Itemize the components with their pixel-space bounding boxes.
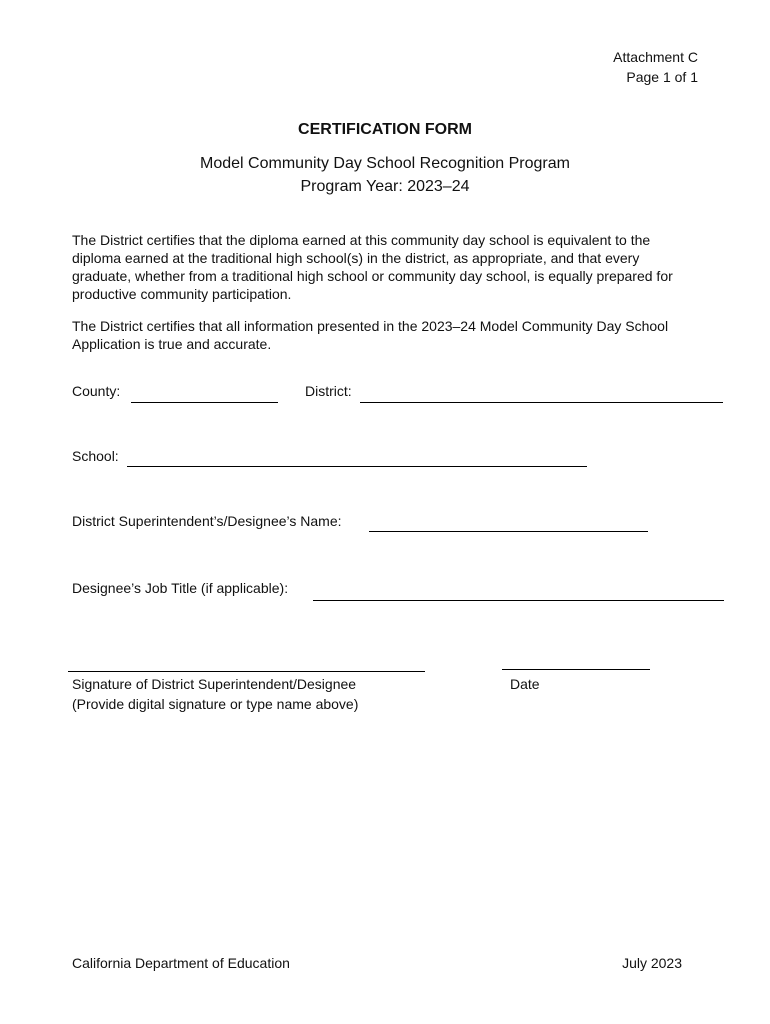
- page-number: Page 1 of 1: [626, 69, 698, 85]
- program-name: Model Community Day School Recognition Program: [200, 155, 570, 172]
- job-title-label: Designee’s Job Title (if applicable):: [72, 580, 289, 596]
- superintendent-name-label: District Superintendent’s/Designee’s Name:: [72, 513, 342, 529]
- program-year: Program Year: 2023–24: [300, 178, 470, 195]
- school-field-line[interactable]: [127, 466, 587, 467]
- footer-organization: California Department of Education: [72, 955, 290, 971]
- signature-field-line[interactable]: [68, 671, 425, 672]
- footer-date: July 2023: [622, 955, 682, 971]
- district-field-line[interactable]: [360, 402, 723, 403]
- district-label: District:: [305, 383, 352, 399]
- superintendent-name-field-line[interactable]: [369, 531, 648, 532]
- date-label: Date: [510, 676, 540, 692]
- certification-paragraph-accuracy: The District certifies that all information presented in the 2023–24 Model Community Day School Application is true and accurate.: [72, 318, 669, 352]
- signature-note: (Provide digital signature or type name above): [72, 696, 359, 712]
- form-title: CERTIFICATION FORM: [298, 121, 472, 138]
- certification-paragraph-diploma: The District certifies that the diploma earned at this community day school is equivalent to the diploma earned at the traditional high school(s) in the district, as appropriate, and that every graduate, whether from a traditional high school or community day school, is equally prepared for productive community participation.: [72, 232, 673, 302]
- county-field-line[interactable]: [131, 402, 278, 403]
- date-field-line[interactable]: [502, 669, 650, 670]
- school-label: School:: [72, 448, 119, 464]
- county-label: County:: [72, 383, 121, 399]
- signature-label: Signature of District Superintendent/Designee: [72, 676, 357, 692]
- job-title-field-line[interactable]: [313, 600, 724, 601]
- attachment-label: Attachment C: [613, 49, 698, 65]
